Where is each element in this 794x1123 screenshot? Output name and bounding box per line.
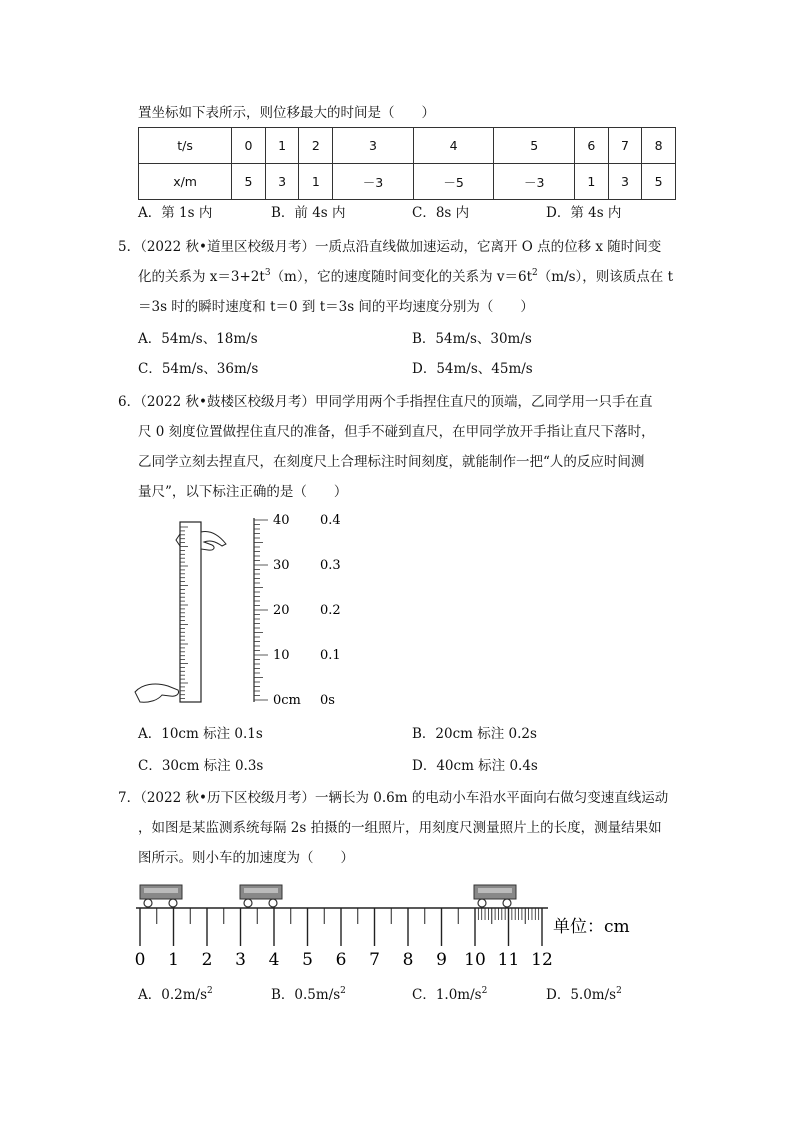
q4-stem-tail: 置坐标如下表所示，则位移最大的时间是（ ） xyxy=(138,105,435,121)
s-label-01: 0.1 xyxy=(320,648,341,663)
q5-option-d[interactable]: D．54m/s、45m/s xyxy=(412,361,533,377)
cm-label-20: 20 xyxy=(273,603,290,618)
tick-label-4: 4 xyxy=(268,950,280,970)
car-icon xyxy=(474,885,516,907)
cm-label-0: 0cm xyxy=(273,693,301,708)
q7-line2: ，如图是某监测系统每隔 2s 拍摄的一组照片，用刻度尺测量照片上的长度，测量结果如 xyxy=(138,820,662,836)
q6-line1: 6．（2022 秋•鼓楼区校级月考）甲同学用两个手指捏住直尺的顶端，乙同学用一只手在直 xyxy=(118,394,653,410)
tick-label-7: 7 xyxy=(369,950,380,970)
table-cell: 5 xyxy=(494,128,575,164)
car-icon xyxy=(140,885,182,907)
table-cell: 3 xyxy=(608,164,642,200)
q7-option-c-exponent: 2 xyxy=(481,986,488,996)
q7-option-b-exponent: 2 xyxy=(340,986,346,996)
q7-option-c-text: C．1.0m/s xyxy=(412,987,482,1003)
q7-option-a[interactable] xyxy=(138,985,213,1005)
q5-line2-c: （m/s），则该质点在 t xyxy=(537,269,674,285)
table-cell: 2 xyxy=(299,128,333,164)
q4-option-b[interactable]: B．前 4s 内 xyxy=(271,205,346,221)
tick-label-0: 0 xyxy=(134,950,146,970)
table-cell: 8 xyxy=(642,128,676,164)
tick-label-11: 11 xyxy=(497,950,520,970)
s-label-03: 0.3 xyxy=(320,558,341,573)
table-cell: 6 xyxy=(574,128,608,164)
q5-exponent-3: 3 xyxy=(264,268,271,278)
q7-option-b-text: B．0.5m/s xyxy=(271,987,341,1003)
q7-option-d-text: D．5.0m/s xyxy=(546,987,617,1003)
q6-option-a[interactable]: A．10cm 标注 0.1s xyxy=(138,726,263,742)
q5-exponent-2: 2 xyxy=(532,268,538,278)
q5-line2-a: 化的关系为 x＝3+2t xyxy=(138,269,265,285)
tick-label-5: 5 xyxy=(302,950,313,970)
q7-option-a-exponent: 2 xyxy=(207,986,213,996)
cm-ruler-ticks xyxy=(140,908,542,946)
table-cell: 5 xyxy=(642,164,676,200)
q7-option-d[interactable] xyxy=(546,985,622,1005)
table-cell: 7 xyxy=(608,128,642,164)
table-cell: 3 xyxy=(333,128,414,164)
table-cell: 1 xyxy=(574,164,608,200)
table-cell: t/s xyxy=(139,128,232,164)
s-label-04: 0.4 xyxy=(320,513,341,528)
q7-line3: 图所示。则小车的加速度为（ ） xyxy=(138,850,354,866)
cm-label-10: 10 xyxy=(273,648,290,663)
q5-line3: ＝3s 时的瞬时速度和 t＝0 到 t＝3s 间的平均速度分别为（ ） xyxy=(138,299,534,315)
q5-line1: 5．（2022 秋•道里区校级月考）一质点沿直线做加速运动，它离开 O 点的位移 x 随时间变 xyxy=(118,239,662,255)
q4-option-d[interactable]: D．第 4s 内 xyxy=(546,205,622,221)
tick-label-6: 6 xyxy=(335,950,347,970)
tick-label-2: 2 xyxy=(201,950,213,970)
tick-label-3: 3 xyxy=(235,950,246,970)
table-cell: －3 xyxy=(494,164,575,200)
table-cell: －5 xyxy=(413,164,494,200)
q6-option-b[interactable]: B．20cm 标注 0.2s xyxy=(412,726,537,742)
q6-option-c[interactable]: C．30cm 标注 0.3s xyxy=(138,758,264,774)
table-cell: x/m xyxy=(139,164,232,200)
table-cell: 1 xyxy=(265,128,299,164)
table-cell: 4 xyxy=(413,128,494,164)
q6-line2: 尺 0 刻度位置做捏住直尺的准备，但手不碰到直尺，在甲同学放开手指让直尺下落时， xyxy=(138,424,655,440)
car-icon xyxy=(240,885,282,907)
q6-line4: 量尺”，以下标注正确的是（ ） xyxy=(138,484,348,500)
table-cell: 1 xyxy=(299,164,333,200)
q6-line3: 乙同学立刻去捏直尺，在刻度尺上合理标注时间刻度，就能制作一把“人的反应时间测 xyxy=(138,454,645,470)
q4-option-a[interactable]: A．第 1s 内 xyxy=(138,205,213,221)
tick-label-1: 1 xyxy=(168,950,179,970)
tick-label-12: 12 xyxy=(531,950,553,970)
q7-option-c[interactable] xyxy=(412,985,487,1005)
q7-option-b[interactable] xyxy=(271,985,346,1005)
table-cell: －3 xyxy=(333,164,414,200)
q5-line2-b: （m），它的速度随时间变化的关系为 v＝6t xyxy=(270,269,533,285)
q7-option-a-text: A．0.2m/s xyxy=(138,987,207,1003)
cm-label-30: 30 xyxy=(273,558,290,573)
q5-option-b[interactable]: B．54m/s、30m/s xyxy=(412,331,532,347)
q5-option-a[interactable]: A．54m/s、18m/s xyxy=(138,331,258,347)
tick-label-9: 9 xyxy=(436,950,447,970)
table-cell: 0 xyxy=(232,128,266,164)
table-cell: 5 xyxy=(232,164,266,200)
q4-option-c[interactable]: C．8s 内 xyxy=(412,205,470,221)
table-cell: 3 xyxy=(265,164,299,200)
tick-label-10: 10 xyxy=(464,950,486,970)
q7-line1: 7．（2022 秋•历下区校级月考）一辆长为 0.6m 的电动小车沿水平面向右做匀变速直线运动 xyxy=(118,790,669,806)
s-label-02: 0.2 xyxy=(320,603,341,618)
unit-label: 单位：cm xyxy=(553,917,630,937)
s-label-0: 0s xyxy=(320,693,335,708)
q5-option-c[interactable]: C．54m/s、36m/s xyxy=(138,361,259,377)
cm-label-40: 40 xyxy=(273,513,290,528)
tick-label-8: 8 xyxy=(402,950,414,970)
q7-option-d-exponent: 2 xyxy=(616,986,622,996)
q6-option-d[interactable]: D．40cm 标注 0.4s xyxy=(412,758,538,774)
